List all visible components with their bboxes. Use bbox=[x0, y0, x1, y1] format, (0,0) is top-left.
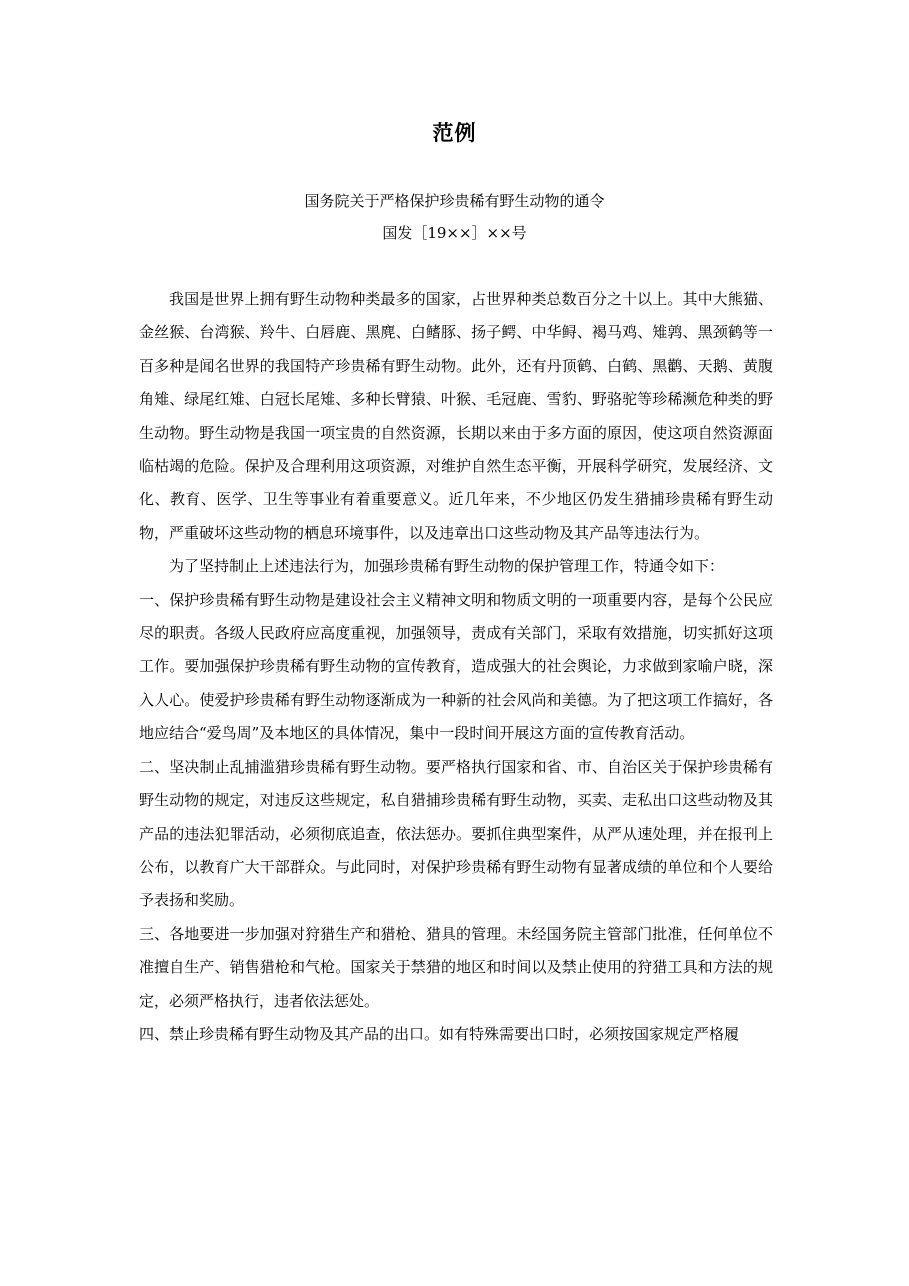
document-body bbox=[139, 283, 773, 1051]
notice-title: 国务院关于严格保护珍贵稀有野生动物的通令 bbox=[304, 192, 605, 210]
paragraph-order-preamble: 为了坚持制止上述违法行为，加强珍贵稀有野生动物的保护管理工作，特通令如下： bbox=[169, 557, 725, 576]
paragraph-article-2: 二、坚决制止乱捕滥猎珍贵稀有野生动物。要严格执行国家和省、市、自治区关于保护珍贵稀有野生动物的规定，对违反这些规定，私自猎捕珍贵稀有野生动物，买卖、走私出口这些动物及其产品的违法犯罪活动，必须彻底追查，依法惩办。要抓住典型案件，从严从速处理，并在报刊上公布，以教育广大干部群众。与此同时，对保护珍贵稀有野生动物有显著成绩的单位和个人要给予表扬和奖励。 bbox=[139, 757, 773, 910]
paragraph-article-1: 一、保护珍贵稀有野生动物是建设社会主义精神文明和物质文明的一项重要内容，是每个公民应尽的职责。各级人民政府应高度重视，加强领导，责成有关部门，采取有效措施，切实抓好这项工作。要加强保护珍贵稀有野生动物的宣传教育，造成强大的社会舆论，力求做到家喻户晓，深入人心。使爱护珍贵稀有野生动物逐渐成为一种新的社会风尚和美德。为了把这项工作搞好，各地应结合“爱鸟周”及本地区的具体情况，集中一段时间开展这方面的宣传教育活动。 bbox=[139, 590, 773, 743]
paragraph-intro: 我国是世界上拥有野生动物种类最多的国家，占世界种类总数百分之十以上。其中大熊猫、金丝猴、台湾猴、羚牛、白唇鹿、黑麂、白鳍豚、扬子鳄、中华鲟、褐马鸡、雉鹑、黑颈鹤等一百多种是闻名世界的我国特产珍贵稀有野生动物。此外，还有丹顶鹤、白鹤、黑鹳、天鹅、黄腹角雉、绿尾红雉、白冠长尾雉、多种长臂猿、叶猴、毛冠鹿、雪豹、野骆驼等珍稀濒危种类的野生动物。野生动物是我国一项宝贵的自然资源，长期以来由于多方面的原因，使这项自然资源面临枯竭的危险。保护及合理利用这项资源，对维护自然生态平衡，开展科学研究，发展经济、文化、教育、医学、卫生等事业有着重要意义。近几年来，不少地区仍发生猎捕珍贵稀有野生动物，严重破坏这些动物的栖息环境事件，以及违章出口这些动物及其产品等违法行为。 bbox=[139, 290, 773, 542]
page-title: 范例 bbox=[432, 121, 477, 145]
paragraph-article-4: 四、禁止珍贵稀有野生动物及其产品的出口。如有特殊需要出口时，必须按国家规定严格履 bbox=[139, 1024, 740, 1043]
document-number: 国发［19××］××号 bbox=[382, 224, 527, 242]
paragraph-article-3: 三、各地要进一步加强对狩猎生产和猎枪、猎具的管理。未经国务院主管部门批准，任何单位不准擅自生产、销售猎枪和气枪。国家关于禁猎的地区和时间以及禁止使用的狩猎工具和方法的规定，必须严格执行，违者依法惩处。 bbox=[139, 924, 773, 1010]
